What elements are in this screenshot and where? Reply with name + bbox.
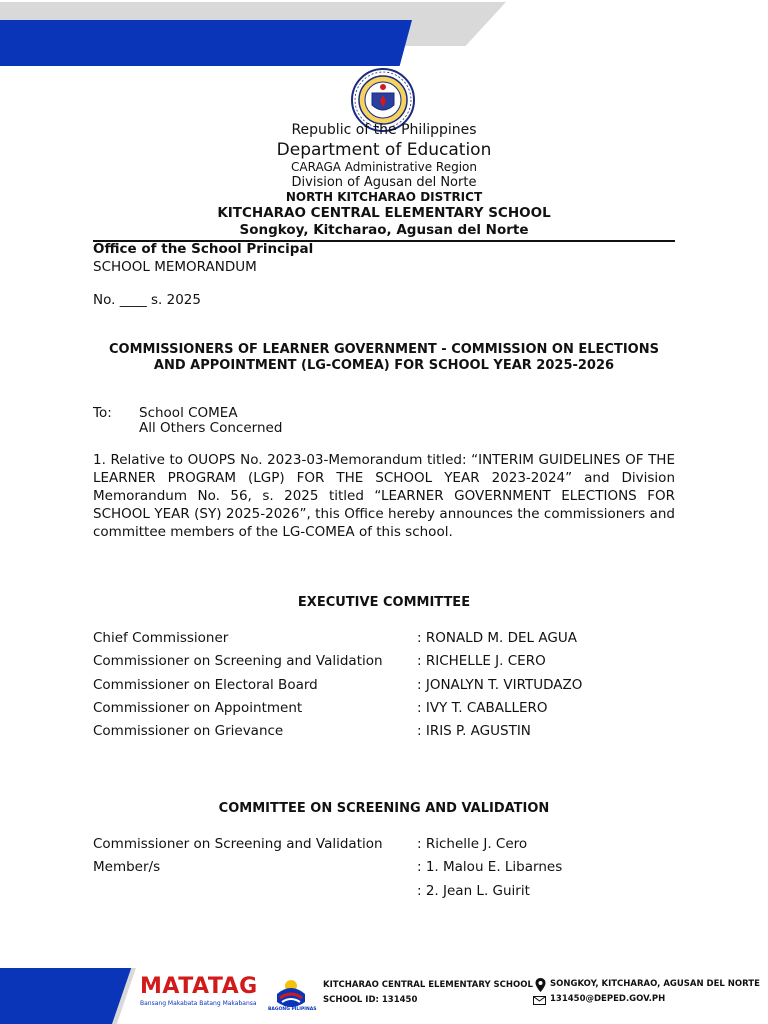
footer-email: 131450@DEPED.GOV.PH [550, 994, 666, 1004]
executive-committee-title: EXECUTIVE COMMITTEE [297, 595, 471, 610]
member-name: : RONALD M. DEL AGUA [417, 630, 577, 646]
position-label: Commissioner on Grievance [93, 723, 284, 739]
department-line: Department of Education [276, 140, 492, 160]
screening-committee-title: COMMITTEE ON SCREENING AND VALIDATION [218, 801, 550, 816]
footer-school-id: SCHOOL ID: 131450 [323, 995, 418, 1005]
screening-row [93, 836, 693, 856]
memo-type: SCHOOL MEMORANDUM [93, 259, 257, 275]
to-label: To: [93, 405, 112, 421]
executive-row [93, 677, 693, 697]
division-line: Division of Agusan del Norte [291, 175, 477, 190]
memo-paragraph: 1. Relative to OUOPS No. 2023-03-Memorandum titled: “INTERIM GUIDELINES OF THE LEARNER PROGRAM (LGP) FOR THE SCHOOL YEAR 2023-2024” and Division Memorandum No. 56, s. 2025 titled “LEARNER GOVERNMENT ELECTIONS FOR SCHOOL YEAR (SY) 2025-2026”, this Office hereby announces the commissioners and committee members of the LG-COMEA of this school. [93, 452, 675, 540]
district-line: NORTH KITCHARAO DISTRICT [285, 190, 483, 204]
member-name: : 2. Jean L. Guirit [417, 883, 530, 899]
position-label: Commissioner on Screening and Validation [93, 836, 383, 852]
memo-number: No. ____ s. 2025 [93, 292, 201, 308]
location-pin-icon [535, 978, 546, 992]
executive-row [93, 723, 693, 743]
screening-row [93, 883, 693, 903]
executive-row [93, 653, 693, 673]
member-name: : JONALYN T. VIRTUDAZO [417, 677, 583, 693]
recipient-1: School COMEA [139, 405, 238, 421]
member-name: : IRIS P. AGUSTIN [417, 723, 531, 739]
bagong-pilipinas-label: BAGONG PILIPINAS [268, 1007, 317, 1012]
footer-school-name: KITCHARAO CENTRAL ELEMENTARY SCHOOL [323, 980, 533, 990]
recipient-2: All Others Concerned [139, 420, 283, 436]
executive-row [93, 700, 693, 720]
email-icon [533, 996, 546, 1005]
matatag-tagline: Bansang Makabata Batang Makabansa [140, 1000, 257, 1007]
position-label: Commissioner on Screening and Validation [93, 653, 383, 669]
executive-row [93, 630, 693, 650]
memo-title: COMMISSIONERS OF LEARNER GOVERNMENT - COMMISSION ON ELECTIONS AND APPOINTMENT (LG-COMEA) FOR SCHOOL YEAR 2025-2026 [109, 342, 659, 373]
matatag-logo: MATATAG [140, 974, 258, 999]
school-line: KITCHARAO CENTRAL ELEMENTARY SCHOOL [217, 205, 551, 221]
member-name: : RICHELLE J. CERO [417, 653, 546, 669]
footer-band-blue [0, 968, 132, 1024]
position-label: Commissioner on Appointment [93, 700, 303, 716]
office-label: Office of the School Principal [93, 241, 314, 257]
footer-address: SONGKOY, KITCHARAO, AGUSAN DEL NORTE [550, 979, 760, 989]
republic-line: Republic of the Philippines [291, 122, 477, 138]
member-name: : Richelle J. Cero [417, 836, 528, 852]
position-label: Commissioner on Electoral Board [93, 677, 318, 693]
position-label: Member/s [93, 859, 161, 875]
member-name: : IVY T. CABALLERO [417, 700, 548, 716]
screening-row [93, 859, 693, 879]
region-line: CARAGA Administrative Region [291, 160, 477, 174]
header-band-blue [0, 20, 412, 66]
position-label: Chief Commissioner [93, 630, 229, 646]
member-name: : 1. Malou E. Libarnes [417, 859, 563, 875]
address-line: Songkoy, Kitcharao, Agusan del Norte [239, 222, 529, 238]
bagong-pilipinas-logo-icon [272, 972, 310, 1012]
